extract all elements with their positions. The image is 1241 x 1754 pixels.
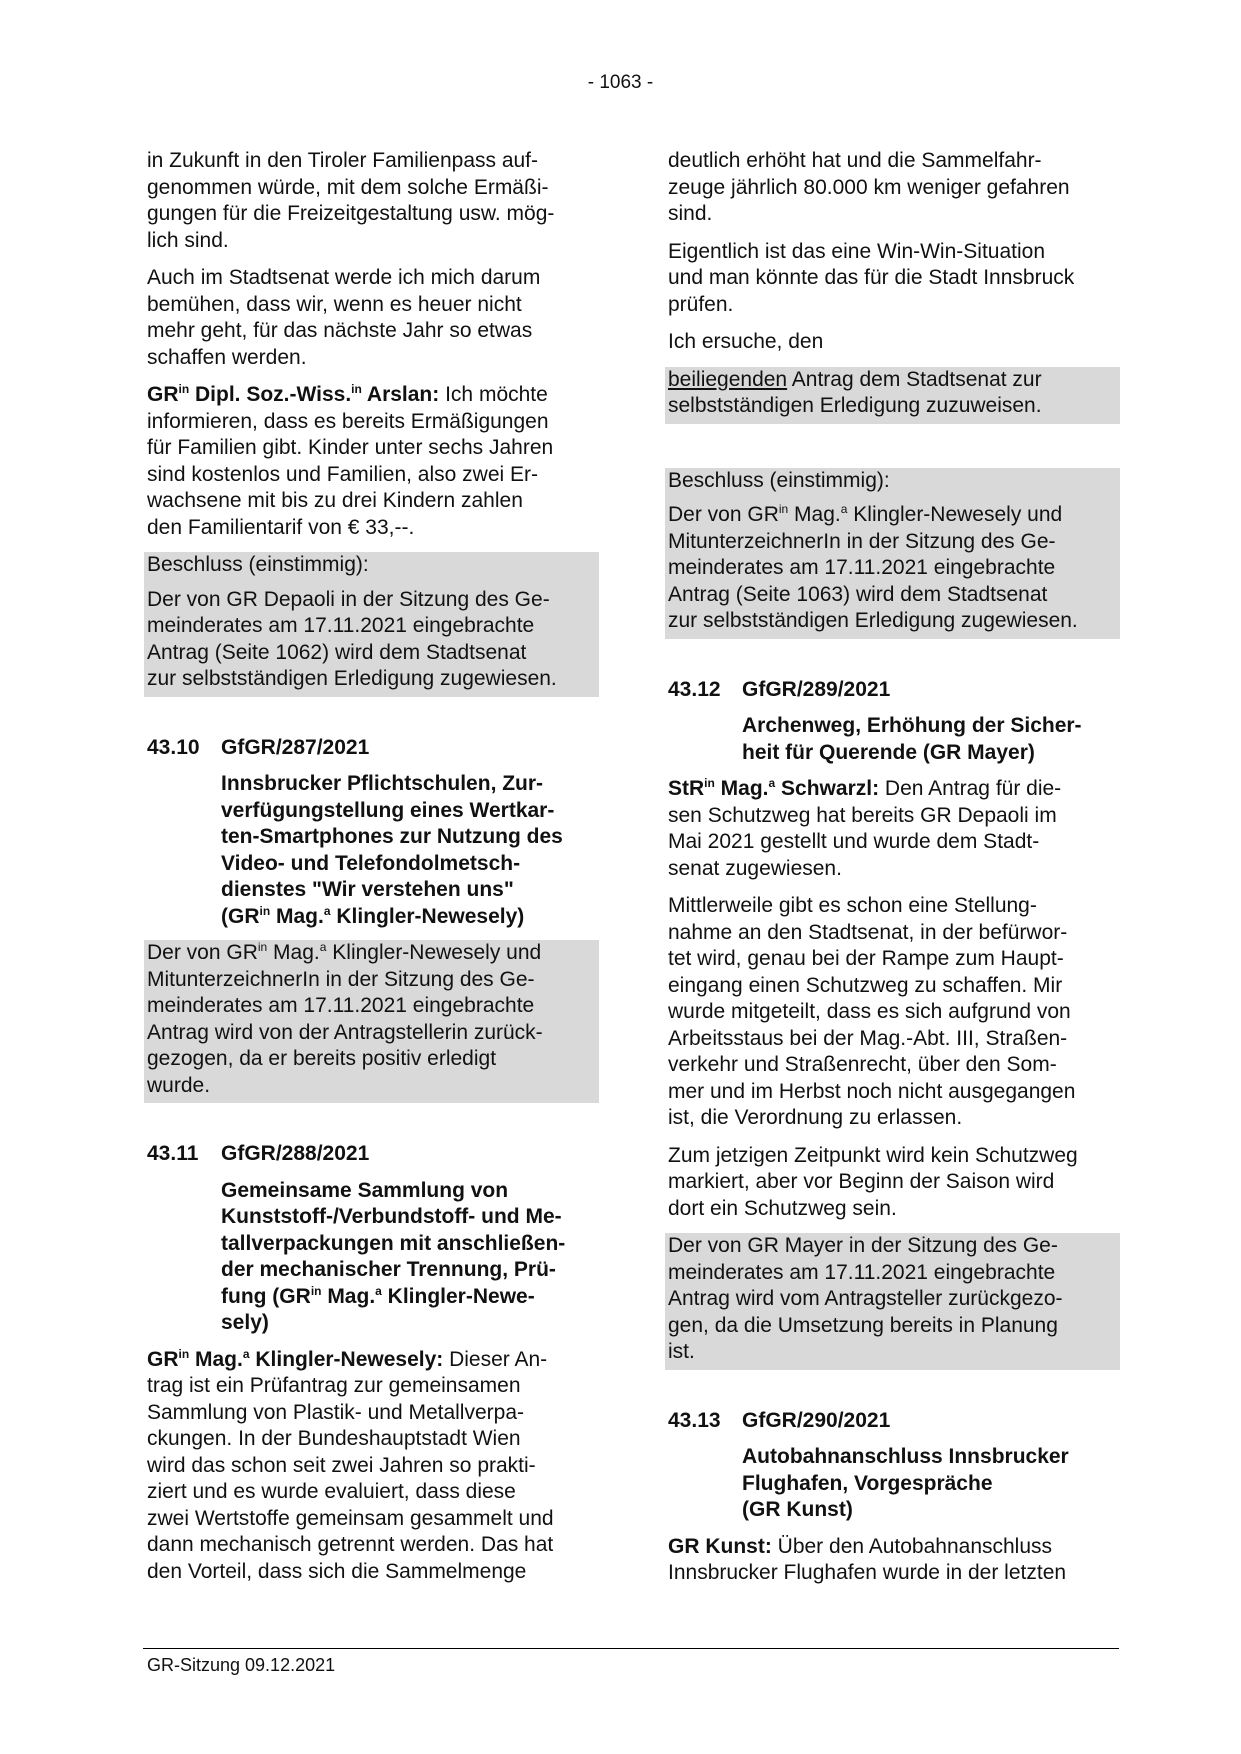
- page-number: - 1063 -: [587, 72, 654, 93]
- section-code: GfGR/288/2021: [221, 1142, 370, 1165]
- paragraph: [147, 148, 602, 254]
- resolution-box: [144, 552, 599, 697]
- speaker-name: GR Kunst:: [668, 1534, 772, 1558]
- withdrawal-text: Der von $GR^{in}$ Mag.$^a$ Klingler-Newesely und MitunterzeichnerIn in der Sitzung des Ge- meinderates am 17.11.2021 eingebrachte Antrag wird von der Antragstellerin zurück- gezogen, da er bereits positiv erledigt wurde.: [147, 940, 543, 1097]
- right-column: [668, 148, 1123, 1598]
- attached-motion-link[interactable]: beiliegenden: [668, 367, 788, 391]
- section-number: 43.10: [147, 735, 200, 759]
- footer-text: GR-Sitzung 09.12.2021: [147, 1655, 336, 1675]
- speaker-text: Den Antrag für die- sen Schutzweg hat bereits GR Depaoli im Mai 2021 gestellt und wurde dem Stadt- senat zugewiesen.: [668, 777, 1062, 880]
- paragraph: Ich ersuche, den: [668, 330, 824, 353]
- section-title: Autobahnanschluss Innsbrucker Flughafen, Vorgespräche (GR Kunst): [742, 1445, 1069, 1521]
- resolution-label: Beschluss (einstimmig):: [668, 468, 890, 492]
- resolution-box: [665, 468, 1120, 639]
- speaker-text: Ich möchte informieren, dass es bereits Ermäßigungen für Familien gibt. Kinder unter sechs Jahren sind kostenlos und Familien, also zwei Er- wachsene mit bis zu drei Kindern zahlen den Familientarif von € 33,--.: [147, 383, 554, 539]
- section-number: 43.12: [668, 677, 721, 701]
- speaker-paragraph-schwarzl: [668, 776, 1123, 882]
- section-number: 43.13: [668, 1408, 721, 1432]
- paragraph-text: Auch im Stadtsenat werde ich mich darum bemühen, dass wir, wenn es heuer nicht mehr geht, für das nächste Jahr so etwas schaffen werden.: [147, 266, 541, 369]
- withdrawal-box: [144, 940, 599, 1103]
- section-number: 43.11: [147, 1142, 199, 1165]
- paragraph: deutlich erhöht hat und die Sammelfahr- zeuge jährlich 80.000 km weniger gefahren sind.: [668, 149, 1070, 225]
- speaker-paragraph-arslan: [147, 382, 602, 541]
- left-column: [147, 148, 602, 1596]
- section-heading-43-10: [147, 735, 602, 762]
- paragraph-text: in Zukunft in den Tiroler Familienpass auf- genommen würde, mit dem solche Ermäßi- gungen für die Freizeitgestaltung usw. mög- lich sind.: [147, 149, 555, 252]
- withdrawal-box: [665, 1233, 1120, 1370]
- footer-divider: [143, 1648, 1119, 1649]
- section-code: GfGR/287/2021: [221, 735, 370, 759]
- paragraph: Mittlerweile gibt es schon eine Stellung- nahme an den Stadtsenat, in der befürwor- tet wird, genau bei der Rampe zum Haupt- eingang einen Schutzweg zu schaffen. Mir wurde mitgeteilt, dass es sich aufgrund von Arbeitsstaus bei der Mag.-Abt. III, Straßen- verkehr und Straßenrecht, über den Som- mer und im Herbst noch nicht ausgegangen ist, die Verordnung zu erlassen.: [668, 894, 1076, 1129]
- withdrawal-text: Der von GR Mayer in der Sitzung des Ge- meinderates am 17.11.2021 eingebrachte Antrag wird vom Antragsteller zurückgezo- gen, da die Umsetzung bereits in Planung ist.: [668, 1234, 1063, 1363]
- paragraph: Eigentlich ist das eine Win-Win-Situation und man könnte das für die Stadt Innsbruck prüfen.: [668, 239, 1075, 316]
- resolution-label: Beschluss (einstimmig):: [147, 553, 369, 576]
- motion-text: beiliegenden Antrag dem Stadtsenat zur selbstständigen Erledigung zuzuweisen.: [668, 367, 1042, 417]
- speaker-name: StR$^{in}$ Mag.$^a$ Schwarzl:: [668, 776, 880, 800]
- speaker-paragraph-kunst: [668, 1534, 1123, 1587]
- section-heading-43-12: [668, 677, 1123, 704]
- speaker-text: Dieser An- trag ist ein Prüfantrag zur gemeinsamen Sammlung von Plastik- und Metallverpa- ckungen. In der Bundeshauptstadt Wien wird das schon seit zwei Jahren so prakti- ziert und es wurde evaluiert, dass diese zwei Wertstoffe gemeinsam gesammelt und dann mechanisch getrennt werden. Das hat den Vorteil, dass sich die Sammelmenge: [147, 1347, 554, 1583]
- section-title: Innsbrucker Pflichtschulen, Zur- verfügungstellung eines Wertkar- ten-Smartphones zur Nutzung des Video- und Telefondolmetsch- dienstes "Wir verstehen uns" ($GR^{in}$ Mag.$^a$ Klingler-Newesely): [221, 772, 563, 928]
- section-heading-43-13: [668, 1408, 1123, 1435]
- speaker-text: Über den Autobahnanschluss Innsbrucker Flughafen wurde in der letzten: [668, 1534, 1067, 1584]
- speaker-name: $GR^{in}$ Dipl. Soz.-Wiss.$^{in}$ Arslan:: [147, 382, 440, 406]
- paragraph: [147, 265, 602, 371]
- section-code: GfGR/289/2021: [742, 677, 891, 701]
- speaker-paragraph-klingler: [147, 1347, 602, 1586]
- motion-box: [665, 367, 1120, 424]
- resolution-text: Der von $GR^{in}$ Mag.$^a$ Klingler-Newesely und MitunterzeichnerIn in der Sitzung des Ge- meinderates am 17.11.2021 eingebrachte Antrag (Seite 1063) wird dem Stadtsenat zur selbstständigen Erledigung zugewiesen.: [668, 502, 1078, 632]
- section-title: Gemeinsame Sammlung von Kunststoff-/Verbundstoff- und Me- tallverpackungen mit anschließen- der mechanischer Trennung, Prü- fung ($GR^{in}$ Mag.$^a$ Klingler-Newe- sely): [221, 1178, 566, 1334]
- paragraph: Zum jetzigen Zeitpunkt wird kein Schutzweg markiert, aber vor Beginn der Saison wird dort ein Schutzweg sein.: [668, 1143, 1078, 1220]
- section-heading-43-11: [147, 1141, 602, 1168]
- section-title: Archenweg, Erhöhung der Sicher- heit für Querende (GR Mayer): [742, 714, 1082, 764]
- speaker-name: $GR^{in}$ Mag.$^a$ Klingler-Newesely:: [147, 1346, 444, 1371]
- resolution-text: Der von GR Depaoli in der Sitzung des Ge- meinderates am 17.11.2021 eingebrachte Antrag (Seite 1062) wird dem Stadtsenat zur selbstständigen Erledigung zugewiesen.: [147, 587, 557, 690]
- section-code: GfGR/290/2021: [742, 1408, 891, 1432]
